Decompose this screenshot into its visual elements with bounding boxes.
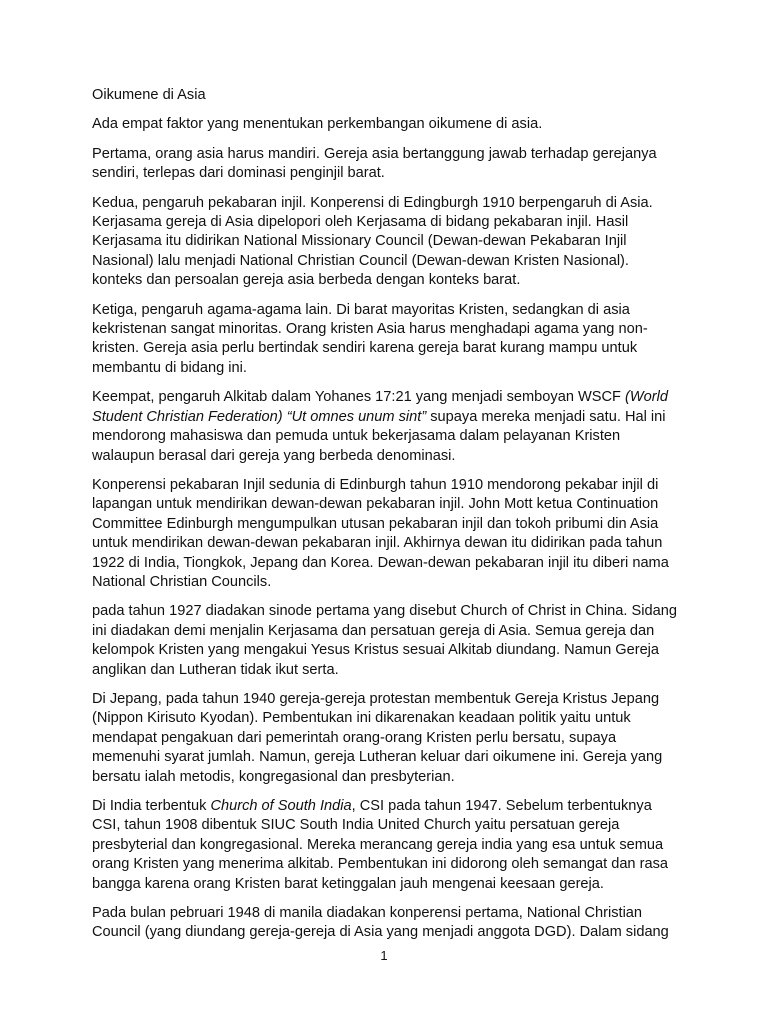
body-paragraph xyxy=(92,602,682,680)
document-body xyxy=(92,86,682,953)
text-span: Di India terbentuk xyxy=(92,798,211,814)
body-paragraph xyxy=(92,388,682,466)
body-paragraph xyxy=(92,476,682,592)
body-paragraph xyxy=(92,115,682,134)
text-span: Kedua, pengaruh pekabaran injil. Konperensi di Edingburgh 1910 berpengaruh di Asia. Kerjasama gereja di Asia dipelopori oleh Kerjasama di bidang pekabaran injil. Hasil Kerjasama itu didirikan National Missionary Council (Dewan-dewan Pekabaran Injil Nasional) lalu menjadi National Christian Council (Dewan-dewan Kristen Nasional). konteks dan persoalan gereja asia berbeda dengan konteks barat. xyxy=(92,194,653,289)
paragraph-list xyxy=(92,115,682,942)
italic-text-span: (World Student Christian Federation) xyxy=(92,389,668,425)
document-title: Oikumene di Asia xyxy=(92,87,206,103)
body-paragraph xyxy=(92,194,682,291)
text-span: supaya mereka menjadi satu. Hal ini mendorong mahasiswa dan pemuda untuk bekerjasama dalam pelayanan Kristen walaupun berasal dari gereja yang berbeda denominasi. xyxy=(92,408,666,464)
body-paragraph xyxy=(92,904,682,943)
text-span: Konperensi pekabaran Injil sedunia di Edinburgh tahun 1910 mendorong pekabar injil di lapangan untuk mendirikan dewan-dewan pekabaran injil. John Mott ketua Continuation Committee Edinburgh mengumpulkan utusan pekabaran injil dan tokoh pribumi din Asia untuk mendirikan dewan-dewan pekabaran injil. Akhirnya dewan itu didirikan pada tahun 1922 di India, Tiongkok, Jepang dan Korea. Dewan-dewan pekabaran injil itu diberi nama National Christian Councils. xyxy=(92,476,669,590)
body-paragraph xyxy=(92,690,682,787)
italic-text-span: Church of South India xyxy=(210,798,352,814)
text-span: Di Jepang, pada tahun 1940 gereja-gereja protestan membentuk Gereja Kristus Jepang (Nippon Kirisuto Kyodan). Pembentukan ini dikarenakan keadaan politik yaitu untuk mendapat pengakuan dari pemerintah orang-orang Kristen perlu bersatu, supaya memenuhi syarat jumlah. Namun, gereja Lutheran keluar dari oikumene ini. Gereja yang bersatu ialah metodis, kongregasional dan presbyterian. xyxy=(92,690,663,785)
page-number: 1 xyxy=(380,948,388,963)
body-paragraph xyxy=(92,145,682,184)
text-span: Ada empat faktor yang menentukan perkembangan oikumene di asia. xyxy=(92,116,543,133)
text-span: Ketiga, pengaruh agama-agama lain. Di barat mayoritas Kristen, sedangkan di asia kekristenan sangat minoritas. Orang kristen Asia harus menghadapi agama yang non-kristen. Gereja asia perlu bertindak sendiri karena gereja barat kurang mampu untuk membantu di bidang ini. xyxy=(92,301,648,376)
body-paragraph xyxy=(92,301,682,379)
text-span: Pertama, orang asia harus mandiri. Gereja asia bertanggung jawab terhadap gerejanya sendiri, terlepas dari dominasi penginjil barat. xyxy=(92,145,657,182)
text-span: pada tahun 1927 diadakan sinode pertama yang disebut Church of Christ in China. Sidang ini diadakan demi menjalin Kerjasama dan persatuan gereja di Asia. Semua gereja dan kelompok Kristen yang mengakui Yesus Kristus sesuai Alkitab diundang. Namun Gereja anglikan dan Lutheran tidak ikut serta. xyxy=(92,603,677,678)
text-span: Keempat, pengaruh Alkitab dalam Yohanes 17:21 yang menjadi semboyan WSCF xyxy=(92,389,626,406)
italic-text-span: “Ut omnes unum sint” xyxy=(286,408,427,425)
text-span: , CSI pada tahun 1947. Sebelum terbentuknya CSI, tahun 1908 dibentuk SIUC South India United Church yaitu persatuan gereja presbyterial dan kongregasional. Mereka merancang gereja india yang esa untuk semua orang Kristen yang menerima alkitab. Pembentukan ini didorong oleh semangat dan rasa bangga karena orang Kristen barat ketinggalan jauh mengenai keesaan gereja. xyxy=(92,798,668,892)
text-span: Pada bulan pebruari 1948 di manila diadakan konperensi pertama, National Christian Council (yang diundang gereja-gereja di Asia yang menjadi anggota DGD). Dalam sidang xyxy=(92,905,669,941)
body-paragraph xyxy=(92,797,682,894)
